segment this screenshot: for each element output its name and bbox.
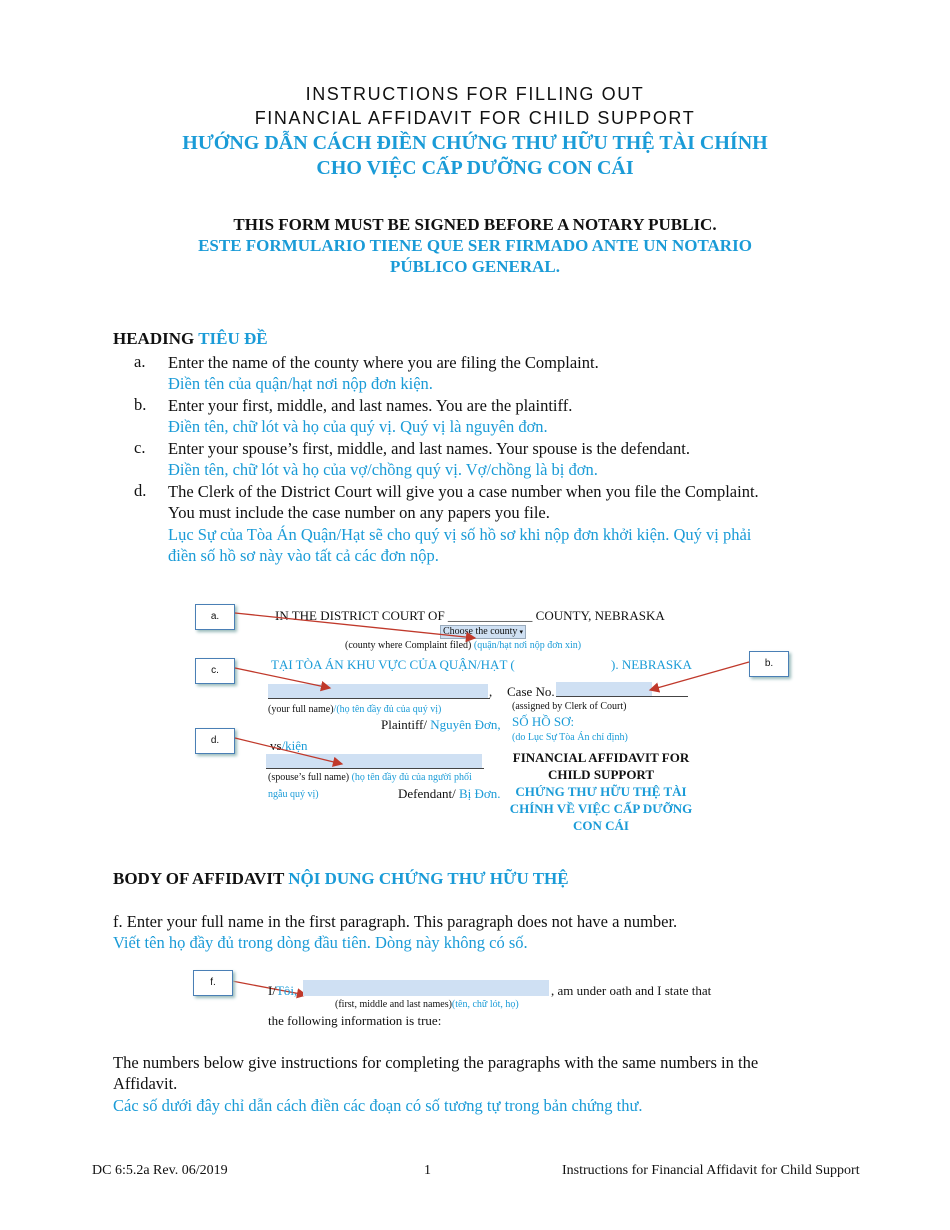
- arrow-a: [235, 613, 475, 638]
- full-name-hint-vn: /(họ tên đầy đủ của quý vị): [333, 704, 442, 715]
- numbers-en-1: The numbers below give instructions for completing the paragraphs with the same numbers in the: [113, 1053, 759, 1072]
- title-vn-line-1: HƯỚNG DẪN CÁCH ĐIỀN CHỨNG THƯ HỮU THỆ TÀI CHÍNH: [182, 132, 768, 154]
- county-hint-en: (county where Complaint filed): [345, 640, 472, 651]
- affidavit-title-vn-2: CHÍNH VỀ VIỆC CẤP DƯỠNG: [509, 801, 693, 816]
- f-prefix-en: I/: [268, 983, 276, 998]
- footer-doc-title: Instructions for Financial Affidavit for Child Support: [562, 1163, 860, 1178]
- court-line-vn: TẠI TÒA ÁN KHU VỰC CỦA QUẬN/HẠT (: [271, 657, 515, 672]
- body-label-vn: NỘI DUNG CHỨNG THƯ HỮU THỆ: [288, 869, 569, 888]
- f-hint: [335, 999, 519, 1010]
- affidavit-title-1: FINANCIAL AFFIDAVIT FOR: [512, 750, 690, 765]
- arrow-d: [235, 738, 342, 764]
- item-d-vn-1: Lục Sự của Tòa Án Quận/Hạt sẽ cho quý vị số hồ sơ khi nộp đơn khởi kiện. Quý vị phải: [168, 525, 752, 544]
- assigned-hint-vn: (do Lục Sự Tòa Án chỉ định): [512, 732, 628, 743]
- affidavit-title-vn-1: CHỨNG THƯ HỮU THỆ TÀI: [515, 784, 687, 799]
- affidavit-title-vn-3: CON CÁI: [573, 818, 629, 833]
- callout-a: a.: [195, 604, 235, 630]
- item-d-letter: d.: [134, 481, 147, 500]
- vs-en: vs: [270, 738, 282, 753]
- item-f-en: f. Enter your full name in the first paragraph. This paragraph does not have a number.: [113, 912, 678, 931]
- numbers-en-2: Affidavit.: [113, 1074, 178, 1093]
- f-hint-en: (first, middle and last names): [335, 999, 452, 1010]
- f-line-2: the following information is true:: [268, 1013, 442, 1028]
- title-line-2: FINANCIAL AFFIDAVIT FOR CHILD SUPPORT: [254, 108, 696, 128]
- case-no-label: Case No.: [507, 684, 555, 699]
- item-a-en: Enter the name of the county where you are filing the Complaint.: [168, 353, 599, 372]
- item-b-en: Enter your first, middle, and last names. You are the plaintiff.: [168, 396, 573, 415]
- vs-vn: /kiện: [281, 738, 308, 753]
- court-line: IN THE DISTRICT COURT OF _____________ COUNTY, NEBRASKA: [275, 608, 665, 623]
- item-a-letter: a.: [134, 352, 146, 371]
- item-c-vn: Điền tên, chữ lót và họ của vợ/chồng quý vị. Vợ/chồng là bị đơn.: [168, 460, 598, 479]
- comma: ,: [489, 684, 493, 699]
- f-hint-vn: (tên, chữ lót, họ): [451, 999, 519, 1010]
- callout-d: d.: [195, 728, 235, 754]
- item-c-letter: c.: [134, 438, 146, 457]
- heading-label-vn: TIÊU ĐỀ: [198, 329, 268, 348]
- defendant-en: Defendant/: [398, 786, 456, 801]
- spouse-hint-vn-2: ngẫu quý vị): [268, 789, 319, 800]
- body-section-title: [113, 869, 569, 889]
- defendant-vn: Bị Đơn.: [459, 786, 501, 801]
- court-line-vn-end: ). NEBRASKA: [611, 657, 692, 672]
- footer-form-id: DC 6:5.2a Rev. 06/2019: [92, 1163, 228, 1178]
- f-suffix: , am under oath and I state that: [551, 983, 712, 998]
- notary-notice-es-1: ESTE FORMULARIO TIENE QUE SER FIRMADO ANTE UN NOTARIO: [198, 236, 752, 255]
- item-b-letter: b.: [134, 395, 147, 414]
- affidavit-title-2: CHILD SUPPORT: [547, 767, 655, 782]
- plaintiff-en: Plaintiff/: [381, 717, 427, 732]
- item-b-vn: Điền tên, chữ lót và họ của quý vị. Quý vị là nguyên đơn.: [168, 417, 548, 436]
- footer-page-number: 1: [424, 1163, 431, 1178]
- county-hint-vn: (quận/hạt nơi nộp đơn xin): [473, 640, 582, 651]
- f-prefix-vn: Tôi,: [275, 983, 298, 998]
- callout-b: b.: [749, 651, 789, 677]
- item-d-en-1: The Clerk of the District Court will give you a case number when you file the Complaint.: [168, 482, 759, 501]
- full-name-hint-en: (your full name): [268, 704, 334, 715]
- spouse-hint-en: (spouse’s full name): [268, 772, 350, 783]
- assigned-hint: (assigned by Clerk of Court): [512, 701, 627, 712]
- title-vn-line-2: CHO VIỆC CẤP DƯỠNG CON CÁI: [316, 157, 634, 179]
- numbers-vn: Các số dưới đây chỉ dẫn cách điền các đoạn có số tương tự trong bản chứng thư.: [113, 1096, 643, 1115]
- notary-notice: THIS FORM MUST BE SIGNED BEFORE A NOTARY PUBLIC.: [233, 215, 717, 234]
- callout-c: c.: [195, 658, 235, 684]
- item-d-en-2: You must include the case number on any papers you file.: [168, 503, 550, 522]
- case-no-vn: SỐ HỒ SƠ:: [512, 714, 575, 729]
- item-f-vn: Viết tên họ đầy đủ trong dòng đầu tiên. Dòng này không có số.: [113, 933, 528, 952]
- arrow-c: [235, 668, 330, 688]
- item-d-vn-2: điền số hồ sơ này vào tất cả các đơn nộp.: [168, 546, 439, 565]
- chevron-down-icon: ▾: [519, 628, 523, 636]
- f-prefix: [268, 983, 297, 999]
- item-a-vn: Điền tên của quận/hạt nơi nộp đơn kiện.: [168, 374, 433, 393]
- spouse-hint-vn-1: (họ tên đầy đủ của người phối: [351, 772, 472, 783]
- notary-notice-es-2: PÚBLICO GENERAL.: [389, 257, 561, 276]
- body-label: BODY OF AFFIDAVIT: [113, 869, 284, 888]
- arrow-b: [650, 662, 749, 690]
- plaintiff-vn: Nguyên Đơn,: [430, 717, 501, 732]
- f-name-field: [303, 980, 549, 996]
- item-c-en: Enter your spouse’s first, middle, and last names. Your spouse is the defendant.: [168, 439, 690, 458]
- callout-f: f.: [193, 970, 233, 996]
- heading-label: HEADING: [113, 329, 195, 348]
- county-dropdown-label: Choose the county: [443, 626, 518, 637]
- title-line-1: INSTRUCTIONS FOR FILLING OUT: [305, 84, 645, 104]
